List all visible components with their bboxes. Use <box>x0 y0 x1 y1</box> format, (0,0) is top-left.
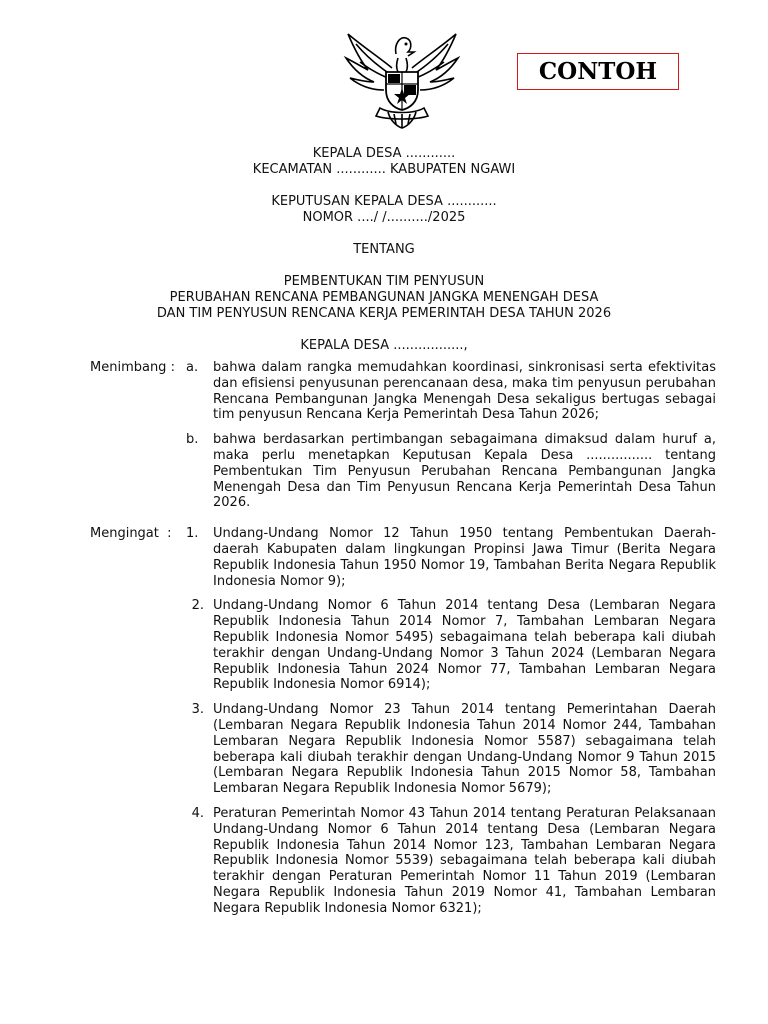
subject-line: PERUBAHAN RENCANA PEMBANGUNAN JANGKA MENENGAH DESA <box>169 290 599 305</box>
mengingat-section <box>90 526 716 925</box>
mengingat-item <box>186 526 716 589</box>
kepala-desa-line: KEPALA DESA ................., <box>300 338 468 353</box>
item-text: Undang-Undang Nomor 23 Tahun 2014 tentang Pemerintahan Daerah (Lembaran Negara Republik Indonesia Tahun 2014 Nomor 244, Tambahan Lembaran Negara Republik Indonesia Nomor 5587) sebagaimana telah beberapa kali diubah terakhir dengan Undang-Undang Nomor 9 Tahun 2015 (Lembaran Negara Republik Indonesia Tahun 2015 Nomor 58, Tambahan Lembaran Negara Republik Indonesia Nomor 5679); <box>213 702 716 797</box>
item-number: 1. <box>186 526 199 542</box>
mengingat-item <box>176 598 716 693</box>
item-text: bahwa berdasarkan pertimbangan sebagaimana dimaksud dalam huruf a, maka perlu menetapkan Keputusan Kepala Desa ................ tentang Pembentukan Tim Penyusun Perubahan Rencana Pembangunan Jangka Menengah Desa dan Tim Penyusun Rencana Kerja Pemerintah Desa Tahun 2026. <box>213 432 716 511</box>
tentang-heading: TENTANG <box>353 242 415 257</box>
subject-line: DAN TIM PENYUSUN RENCANA KERJA PEMERINTAH DESA TAHUN 2026 <box>156 306 612 321</box>
menimbang-item <box>186 360 716 423</box>
item-number: b. <box>186 432 199 448</box>
contoh-stamp: CONTOH <box>517 53 679 90</box>
item-text: Peraturan Pemerintah Nomor 43 Tahun 2014 tentang Peraturan Pelaksanaan Undang-Undang Nomor 6 Tahun 2014 tentang Desa (Lembaran Negara Republik Indonesia Tahun 2014 Nomor 123, Tambahan Lembaran Negara Republik Indonesia Nomor 5539) sebagaimana telah beberapa kali diubah terakhir dengan Peraturan Pemerintah Nomor 11 Tahun 2019 (Lembaran Negara Republik Indonesia Tahun 2019 Nomor 41, Tambahan Lembaran Negara Republik Indonesia Nomor 6321); <box>213 805 716 916</box>
header-line: KECAMATAN ............ KABUPATEN NGAWI <box>252 162 516 177</box>
header-line: KEPALA DESA ............ <box>312 146 456 161</box>
mengingat-item <box>176 702 716 797</box>
decree-number: NOMOR ..../ /........../2025 <box>302 210 466 225</box>
mengingat-label: Mengingat : <box>90 526 172 542</box>
item-number: 2. <box>191 598 204 614</box>
mengingat-item <box>176 806 716 917</box>
menimbang-section <box>90 360 716 520</box>
subject-line: PEMBENTUKAN TIM PENYUSUN <box>283 274 485 289</box>
document-header <box>0 146 768 354</box>
item-text: Undang-Undang Nomor 12 Tahun 1950 tentang Pembentukan Daerah-daerah Kabupaten dalam lingkungan Propinsi Jawa Timur (Berita Negara Republik Indonesia Tahun 1950 Nomor 19, Tambahan Berita Negara Republik Indonesia Nomor 9); <box>213 526 716 589</box>
menimbang-label: Menimbang : <box>90 360 175 375</box>
item-text: bahwa dalam rangka memudahkan koordinasi, sinkronisasi serta efektivitas dan efisiensi penyusunan perencanaan desa, maka tim penyusun perubahan Rencana Pembangunan Jangka Menengah Desa sekaligus bertugas sebagai tim penyusun Rencana Kerja Pemerintah Desa Tahun 2026; <box>213 360 716 423</box>
document-body <box>90 360 716 926</box>
item-number: 3. <box>191 702 204 718</box>
item-number: a. <box>186 360 199 375</box>
menimbang-item <box>186 432 716 511</box>
item-text: Undang-Undang Nomor 6 Tahun 2014 tentang Desa (Lembaran Negara Republik Indonesia Tahun 2014 Nomor 7, Tambahan Lembaran Negara Republik Indonesia Nomor 5495) sebagaimana telah beberapa kali diubah terakhir dengan Undang-Undang Nomor 3 Tahun 2024 (Lembaran Negara Republik Indonesia Tahun 2024 Nomor 77, Tambahan Lembaran Negara Republik Indonesia Nomor 6914); <box>213 598 716 693</box>
decree-title: KEPUTUSAN KEPALA DESA ............ <box>271 194 497 209</box>
garuda-emblem-icon <box>340 28 464 130</box>
item-number: 4. <box>191 805 204 821</box>
